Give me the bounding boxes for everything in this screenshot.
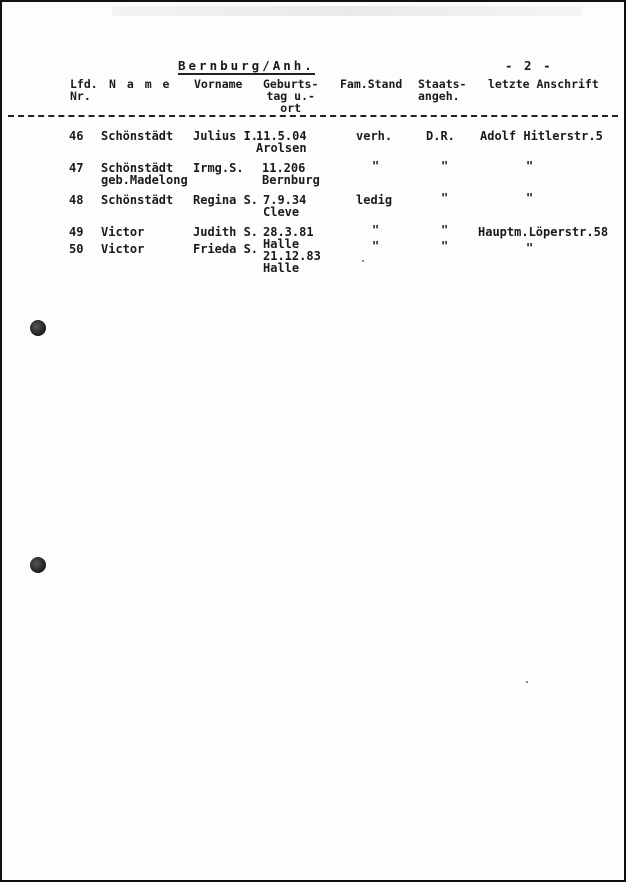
row-vorname: Irmg.S.	[193, 161, 244, 175]
row-stand: ledig	[356, 193, 393, 207]
row-vorname: Regina S.	[193, 193, 259, 207]
col-header-geburt: Geburts- tag u.- ort	[263, 77, 319, 115]
row-anschrift: "	[526, 191, 534, 205]
row-staat: "	[441, 159, 449, 173]
row-name: Schönstädt	[101, 193, 174, 207]
row-geburt: 7.9.34 Cleve	[263, 193, 307, 219]
row-staat: "	[441, 191, 449, 205]
row-anschrift: Hauptm.Löperstr.58	[478, 225, 609, 239]
page-number: - 2 -	[505, 58, 553, 73]
row-staat: "	[441, 239, 449, 253]
col-header-anschrift: letzte Anschrift	[488, 77, 599, 91]
row-anschrift: "	[526, 241, 534, 255]
row-staat: D.R.	[426, 129, 455, 143]
speck	[526, 681, 528, 683]
row-nr: 49	[69, 225, 84, 239]
row-nr: 48	[69, 193, 84, 207]
row-geburt: 21.12.83 Halle	[263, 249, 321, 275]
row-nr: 47	[69, 161, 84, 175]
header-divider	[8, 115, 618, 117]
row-geburt: 11.5.04 Arolsen	[256, 129, 307, 155]
col-header-name: N a m e	[109, 77, 172, 91]
row-stand: verh.	[356, 129, 393, 143]
row-name: Victor	[101, 225, 145, 239]
row-anschrift: Adolf Hitlerstr.5	[480, 129, 603, 143]
row-vorname: Judith S.	[193, 225, 259, 239]
row-staat: "	[441, 223, 449, 237]
speck	[362, 260, 364, 262]
document-title: Bernburg/Anh.	[178, 58, 315, 73]
row-anschrift: "	[526, 159, 534, 173]
row-name: Schönstädt geb.Madelong	[101, 161, 188, 187]
row-nr: 50	[69, 242, 84, 256]
bleed-through-shadow	[112, 6, 582, 16]
punch-hole	[30, 320, 46, 336]
row-geburt: 28.3.81 Halle	[263, 225, 314, 251]
row-name: Schönstädt	[101, 129, 174, 143]
row-stand: "	[372, 239, 380, 253]
row-vorname: Frieda S.	[193, 242, 259, 256]
row-nr: 46	[69, 129, 84, 143]
row-vorname: Julius I.	[193, 129, 259, 143]
row-stand: "	[372, 159, 380, 173]
punch-hole	[30, 557, 46, 573]
col-header-famstand: Fam.Stand	[340, 77, 403, 91]
col-header-nr: Lfd. Nr.	[70, 77, 98, 103]
col-header-vorname: Vorname	[194, 77, 243, 91]
row-name: Victor	[101, 242, 145, 256]
row-geburt: 11.206 Bernburg	[262, 161, 320, 187]
row-stand: "	[372, 223, 380, 237]
col-header-staat: Staats- angeh.	[418, 77, 467, 103]
